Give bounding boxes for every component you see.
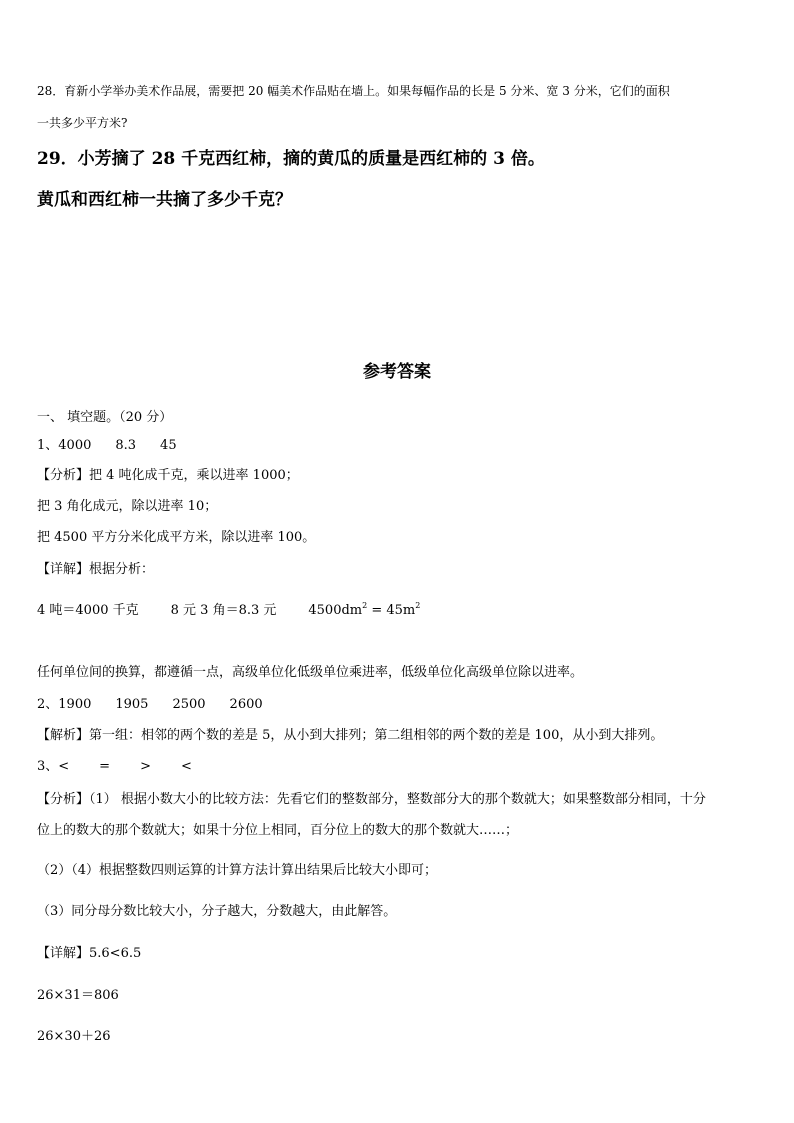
answer-1-summary: 任何单位间的换算，都遵循一点，高级单位化低级单位乘进率，低级单位化高级单位除以进率。 [37,665,584,680]
answer-3-analysis-3: （2）（4）根据整数四则运算的计算方法计算出结果后比较大小即可； [37,863,438,878]
answer-1-analysis-1: 【分析】把 4 吨化成千克，乘以进率 1000； [37,468,299,483]
question-28-line-2: 一共多少平方米? [37,116,128,130]
answer-3-detail-3: 26×30＋26 [37,1029,111,1044]
answer-3-analysis-4: （3）同分母分数比较大小，分子越大，分数越大，由此解答。 [37,904,397,919]
section-heading: 一、 填空题。（20 分） [37,410,173,425]
answer-2-analysis: 【解析】第一组：相邻的两个数的差是 5，从小到大排列；第二组相邻的两个数的差是 100，从小到大排列。 [37,728,664,743]
answer-1-value: 45 [160,438,177,453]
answer-1-value: 1、4000 [37,438,92,453]
answer-1-detail-equations [37,597,420,620]
answer-3-value: > [140,759,151,774]
answer-3-value: = [99,759,111,774]
answer-1-values [37,437,177,455]
question-28-line-1: 28．育新小学举办美术作品展，需要把 20 幅美术作品贴在墙上。如果每幅作品的长是 5 分米、宽 3 分米，它们的面积 [37,84,670,98]
answer-2-value: 1905 [115,697,149,712]
answer-3-analysis-1: 【分析】（1） 根据小数大小的比较方法：先看它们的整数部分，整数部分大的那个数就大；如果整数部分相同，十分 [37,792,706,807]
equation-area: $4500dm^2 = 45m^2$ [308,601,421,618]
answer-3-value: 3、< [37,759,70,774]
answer-3-values [37,758,192,776]
equation-yuan: 8 元 3 角＝8.3 元 [170,603,277,618]
answer-2-values [37,696,263,714]
answer-2-value: 2500 [172,697,206,712]
answer-3-detail-2: 26×31＝806 [37,988,119,1003]
equation-tons: 4 吨＝4000 千克 [37,603,139,618]
answer-1-detail-heading: 【详解】根据分析： [37,562,155,577]
answer-3-value: < [180,759,192,774]
answer-3-detail-1: 【详解】5.6<6.5 [37,946,142,961]
answer-1-analysis-2: 把 3 角化成元，除以进率 10； [37,499,218,514]
answers-title: 参考答案 [363,362,431,382]
answer-1-value: 8.3 [115,438,137,453]
question-29-line-2: 黄瓜和西红柿一共摘了多少千克？ [37,190,292,210]
answer-1-analysis-3: 把 4500 平方分米化成平方米，除以进率 100。 [37,530,316,545]
answer-2-value: 2、1900 [37,697,92,712]
answer-2-value: 2600 [229,697,263,712]
question-29-line-1: 29．小芳摘了 28 千克西红柿，摘的黄瓜的质量是西红柿的 3 倍。 [37,149,545,169]
answer-3-analysis-2: 位上的数大的那个数就大；如果十分位上相同，百分位上的数大的那个数就大……； [37,823,519,838]
